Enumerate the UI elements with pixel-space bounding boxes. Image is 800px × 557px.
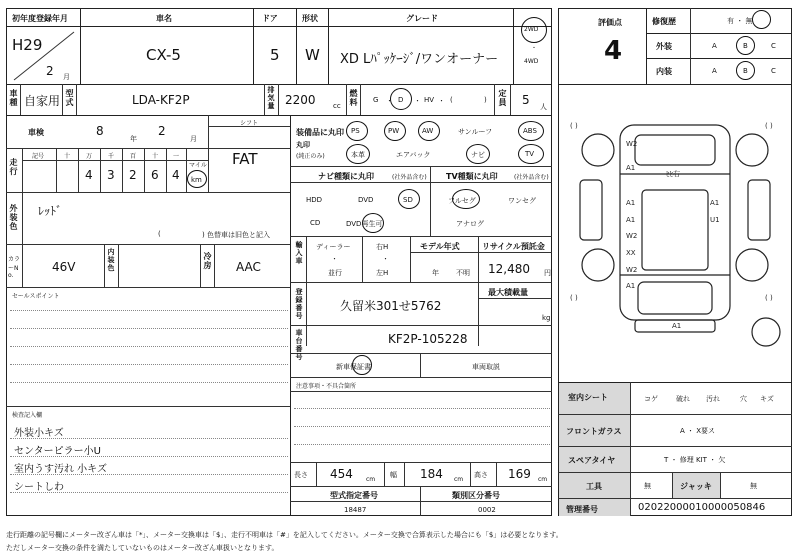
fuel-d: D bbox=[398, 96, 404, 104]
ac-value: AAC bbox=[236, 260, 261, 274]
jack-label: ジャッキ bbox=[680, 482, 712, 491]
int-grade-circle bbox=[736, 61, 755, 80]
interior-label: 内装 bbox=[656, 67, 672, 76]
mark-xx: XX bbox=[626, 249, 636, 257]
usage-value: 自家用 bbox=[24, 94, 61, 108]
wheel-fl bbox=[582, 134, 614, 166]
equipment-label-2: 丸印 bbox=[296, 141, 310, 149]
registration-value: 久留米301せ5762 bbox=[340, 299, 442, 313]
col-1: 一 bbox=[173, 153, 180, 160]
first-reg-label: 初年度登録年月 bbox=[12, 14, 68, 23]
new-warranty: 新車保証書 bbox=[336, 363, 371, 371]
recycle-value: 12,480 bbox=[488, 262, 530, 276]
inspector-line-3: 室内うす汚れ 小キズ bbox=[14, 464, 107, 475]
diagram-hood bbox=[635, 135, 715, 165]
height-unit: cm bbox=[538, 476, 548, 483]
mark-a1-l2: A1 bbox=[626, 216, 636, 224]
fuel-sep2: ・ bbox=[414, 97, 421, 105]
mark-w2-rear: W2 bbox=[626, 266, 638, 274]
displacement-value: 2200 bbox=[285, 93, 316, 107]
mark-a1-l1: A1 bbox=[626, 199, 636, 207]
inspection-label: 車検 bbox=[28, 128, 44, 137]
wheel-rl bbox=[582, 249, 614, 281]
equip-pw: PW bbox=[388, 127, 400, 135]
inspector-line-2: センターピラー小U bbox=[14, 446, 101, 457]
mark-w2-front: W2 bbox=[626, 140, 638, 148]
grade-value: XD Lﾊﾟｯｹｰｼﾞ/ワンオーナー bbox=[340, 52, 499, 67]
diagram-roof bbox=[642, 190, 708, 270]
navi-dvdplay: DVD再生可 bbox=[346, 220, 383, 228]
seat-scratch: キズ bbox=[760, 395, 774, 403]
model-year-unit: 年 bbox=[432, 269, 439, 277]
mark-right: ﾋﾋ右 bbox=[666, 170, 680, 178]
color-value: ﾚｯﾄﾞ bbox=[38, 204, 63, 218]
equip-airbag: エアバック bbox=[396, 151, 431, 159]
shift-label: シフト bbox=[240, 120, 259, 127]
ext-grade-b: B bbox=[743, 42, 748, 50]
grade-label: グレード bbox=[406, 14, 438, 23]
door-label: ドア bbox=[262, 14, 278, 23]
equipment-label: 装備品に丸印 bbox=[296, 128, 344, 137]
capacity-unit: 人 bbox=[540, 103, 547, 111]
right-handle: 右H bbox=[376, 243, 389, 251]
model-year-unknown: 不明 bbox=[456, 269, 470, 277]
inspector-label: 検査記入欄 bbox=[12, 412, 43, 419]
repair-label: 修復歴 bbox=[652, 17, 676, 26]
height-value: 169 bbox=[508, 467, 531, 481]
tv-analog: アナログ bbox=[456, 220, 484, 228]
wheel-rr bbox=[736, 249, 768, 281]
diagram-trunk bbox=[638, 282, 712, 314]
windshield-value: A ・ X要ス bbox=[680, 427, 716, 435]
navi-cd: CD bbox=[310, 219, 321, 227]
fuel-g: G bbox=[373, 96, 379, 104]
inspection-month: 2 bbox=[158, 124, 166, 138]
color-note-open: ( bbox=[158, 230, 161, 238]
col-10k: 万 bbox=[86, 153, 93, 160]
import-label: 輸入車 bbox=[295, 241, 303, 265]
equip-navi: ナビ bbox=[471, 151, 485, 159]
footer-note-1: 走行距離の記号欄にメーター改ざん車は「*」、メーター交換車は「$」、走行不明車は「#」を記入してください。メーター交換で合算表示した場合にも「$」は必要となります。 bbox=[6, 531, 563, 539]
length-label: 長さ bbox=[294, 471, 308, 479]
diagram-bracket-3: ( ) bbox=[570, 294, 578, 302]
mileage-digit-5: 4 bbox=[172, 168, 180, 182]
mark-a1-rear: A1 bbox=[626, 282, 636, 290]
model-label: 型式 bbox=[65, 89, 74, 107]
footer-note-2: ただしメーター交換の条件を満たしていないものはメーター改ざん車扱いとなります。 bbox=[6, 544, 279, 552]
inspection-month-unit: 月 bbox=[190, 135, 197, 143]
spare-tire-label: スペアタイヤ bbox=[568, 456, 616, 465]
mark-w2-mid: W2 bbox=[626, 232, 638, 240]
fuel-hv: HV bbox=[424, 96, 435, 104]
handle-dot: ・ bbox=[382, 255, 389, 263]
registration-label: 登録番号 bbox=[295, 288, 303, 320]
width-label: 幅 bbox=[390, 471, 397, 479]
col-1k: 千 bbox=[108, 153, 115, 160]
tv-type-label: TV種類に丸印 bbox=[446, 172, 498, 181]
km-circle bbox=[187, 170, 207, 188]
fuel-close: ) bbox=[484, 96, 487, 104]
diagram-bracket-4: ( ) bbox=[765, 294, 773, 302]
shape-value: W bbox=[305, 46, 320, 64]
seat-burn: コゲ bbox=[644, 395, 658, 403]
windshield-label: フロントガラス bbox=[566, 427, 622, 436]
import-dealer: ディーラー bbox=[316, 243, 351, 251]
mark-label: 記号 bbox=[32, 153, 45, 160]
inspection-year: 8 bbox=[96, 124, 104, 138]
width-value: 184 bbox=[420, 467, 443, 481]
seat-hole: 穴 bbox=[740, 395, 747, 403]
mark-a1-bumper: A1 bbox=[672, 322, 682, 330]
mileage-digit-4: 6 bbox=[151, 168, 159, 182]
navi-type-sub: (社外品含む) bbox=[392, 174, 427, 181]
mileage-digit-3: 2 bbox=[129, 168, 137, 182]
spare-wheel bbox=[752, 318, 780, 346]
color-note: ) 色替車は旧色と記入 bbox=[202, 231, 270, 239]
car-damage-diagram bbox=[560, 110, 790, 380]
interior-color-label: 内装色 bbox=[107, 248, 115, 272]
navi-dvd: DVD bbox=[358, 196, 374, 204]
import-parallel: 並行 bbox=[328, 269, 342, 277]
shift-value: FAT bbox=[232, 150, 258, 168]
side-right bbox=[748, 180, 770, 240]
class-no-value: 0002 bbox=[478, 506, 496, 514]
height-label: 高さ bbox=[474, 471, 488, 479]
fuel-other: ( bbox=[450, 96, 453, 104]
color-no-value: 46V bbox=[52, 260, 76, 274]
col-10: 十 bbox=[152, 153, 159, 160]
sales-point-label: セールスポイント bbox=[12, 293, 60, 300]
warranty-circle bbox=[352, 355, 372, 375]
model-value: LDA-KF2P bbox=[132, 93, 190, 107]
drive-dot: ・ bbox=[531, 45, 538, 52]
km-label: km bbox=[191, 176, 202, 184]
col-100k: 十 bbox=[64, 153, 71, 160]
tv-oneseg: ワンセグ bbox=[508, 197, 536, 205]
int-grade-a: A bbox=[712, 67, 717, 75]
int-grade-b: B bbox=[743, 67, 748, 75]
shape-label: 形状 bbox=[302, 14, 318, 23]
type-no-label: 型式指定番号 bbox=[330, 491, 378, 500]
fuel-label: 燃料 bbox=[349, 89, 358, 107]
inspection-year-unit: 年 bbox=[130, 135, 137, 143]
navi-sd: SD bbox=[403, 196, 413, 204]
vehicle-manual: 車両取説 bbox=[472, 363, 500, 371]
capacity-label: 定員 bbox=[498, 89, 507, 107]
side-left bbox=[580, 180, 602, 240]
import-dot: ・ bbox=[331, 255, 338, 263]
score-value: 4 bbox=[604, 36, 623, 66]
recycle-label: リサイクル預託金 bbox=[482, 242, 545, 251]
color-no-label: カラーNo. bbox=[8, 256, 21, 279]
jack-value: 無 bbox=[750, 482, 757, 490]
repair-none-circle bbox=[752, 10, 771, 29]
mileage-digit-1: 4 bbox=[85, 168, 93, 182]
tools-value: 無 bbox=[644, 482, 651, 490]
notes-label: 注意事項・不具合箇所 bbox=[296, 383, 357, 390]
repair-options: 有 ・ 無 bbox=[727, 17, 753, 25]
fuel-sep3: ・ bbox=[438, 97, 445, 105]
mark-a1-hood: A1 bbox=[626, 164, 636, 172]
chassis-value: KF2P-105228 bbox=[388, 332, 468, 346]
mileage-digit-2: 3 bbox=[107, 168, 115, 182]
ext-grade-a: A bbox=[712, 42, 717, 50]
length-value: 454 bbox=[330, 467, 353, 481]
diagram-bracket-2: ( ) bbox=[765, 122, 773, 130]
fuel-sep: ・ bbox=[386, 97, 393, 105]
capacity-value: 5 bbox=[522, 93, 530, 107]
mile-label: マイル bbox=[189, 162, 207, 169]
navi-hdd: HDD bbox=[306, 196, 323, 204]
tools-label: 工具 bbox=[586, 482, 602, 491]
chassis-label: 車台番号 bbox=[295, 329, 303, 361]
mark-a1-r: A1 bbox=[710, 199, 720, 207]
int-grade-c: C bbox=[771, 67, 776, 75]
navi-type-label: ナビ種類に丸印 bbox=[318, 172, 374, 181]
month-unit: 月 bbox=[63, 73, 70, 81]
ac-label: 冷房 bbox=[203, 252, 212, 270]
spare-tire-value: T ・ 修理 KIT ・ 欠 bbox=[664, 456, 726, 464]
color-label: 外装色 bbox=[9, 204, 18, 231]
equip-aw: AW bbox=[422, 127, 434, 135]
length-unit: cm bbox=[366, 476, 376, 483]
equip-ps: PS bbox=[351, 127, 360, 135]
col-100: 百 bbox=[130, 153, 137, 160]
drive-2wd: 2WD bbox=[524, 26, 539, 33]
first-reg-year: H29 bbox=[12, 36, 43, 54]
ext-grade-circle bbox=[736, 36, 755, 55]
car-name-label: 車名 bbox=[156, 14, 172, 23]
mgmt-value: 02022000010000050846 bbox=[638, 502, 766, 513]
wheel-fr bbox=[736, 134, 768, 166]
equip-tv: TV bbox=[525, 150, 535, 158]
max-load-unit: kg bbox=[542, 314, 551, 322]
left-handle: 左H bbox=[376, 269, 389, 277]
equipment-sub: (純正のみ) bbox=[296, 153, 325, 160]
vehicle-type-label: 車種 bbox=[9, 89, 18, 107]
equip-sunroof: サンルーフ bbox=[458, 128, 493, 136]
equip-abs: ABS bbox=[523, 127, 537, 135]
drive-4wd: 4WD bbox=[524, 58, 539, 65]
diagram-bracket-1: ( ) bbox=[570, 122, 578, 130]
mileage-label: 走行 bbox=[9, 158, 18, 176]
inspector-line-1: 外装小キズ bbox=[14, 428, 64, 439]
seat-dirt: 汚れ bbox=[706, 395, 720, 403]
seat-tear: 破れ bbox=[676, 395, 690, 403]
inspector-line-4: シートしわ bbox=[14, 482, 64, 493]
fuel-d-circle bbox=[390, 88, 412, 110]
mark-u1: U1 bbox=[710, 216, 720, 224]
model-year-label: モデル年式 bbox=[420, 242, 460, 251]
class-no-label: 類別区分番号 bbox=[452, 491, 500, 500]
door-value: 5 bbox=[270, 46, 280, 64]
mgmt-label: 管理番号 bbox=[566, 505, 598, 514]
type-no-value: 18487 bbox=[344, 506, 367, 514]
interior-seat-label: 室内シート bbox=[568, 393, 608, 402]
tv-type-sub: (社外品含む) bbox=[514, 174, 549, 181]
car-name-value: CX-5 bbox=[146, 46, 181, 64]
tv-fullseg: フルセグ bbox=[448, 197, 476, 205]
first-reg-month: 2 bbox=[46, 64, 54, 78]
displacement-label: 排気量 bbox=[267, 86, 275, 110]
equip-leather: 本革 bbox=[351, 151, 365, 159]
ext-grade-c: C bbox=[771, 42, 776, 50]
max-load-label: 最大積載量 bbox=[488, 288, 528, 297]
score-label: 評価点 bbox=[598, 18, 622, 27]
exterior-label: 外装 bbox=[656, 42, 672, 51]
displacement-unit: cc bbox=[333, 102, 341, 110]
width-unit: cm bbox=[454, 476, 464, 483]
recycle-unit: 円 bbox=[544, 269, 551, 277]
